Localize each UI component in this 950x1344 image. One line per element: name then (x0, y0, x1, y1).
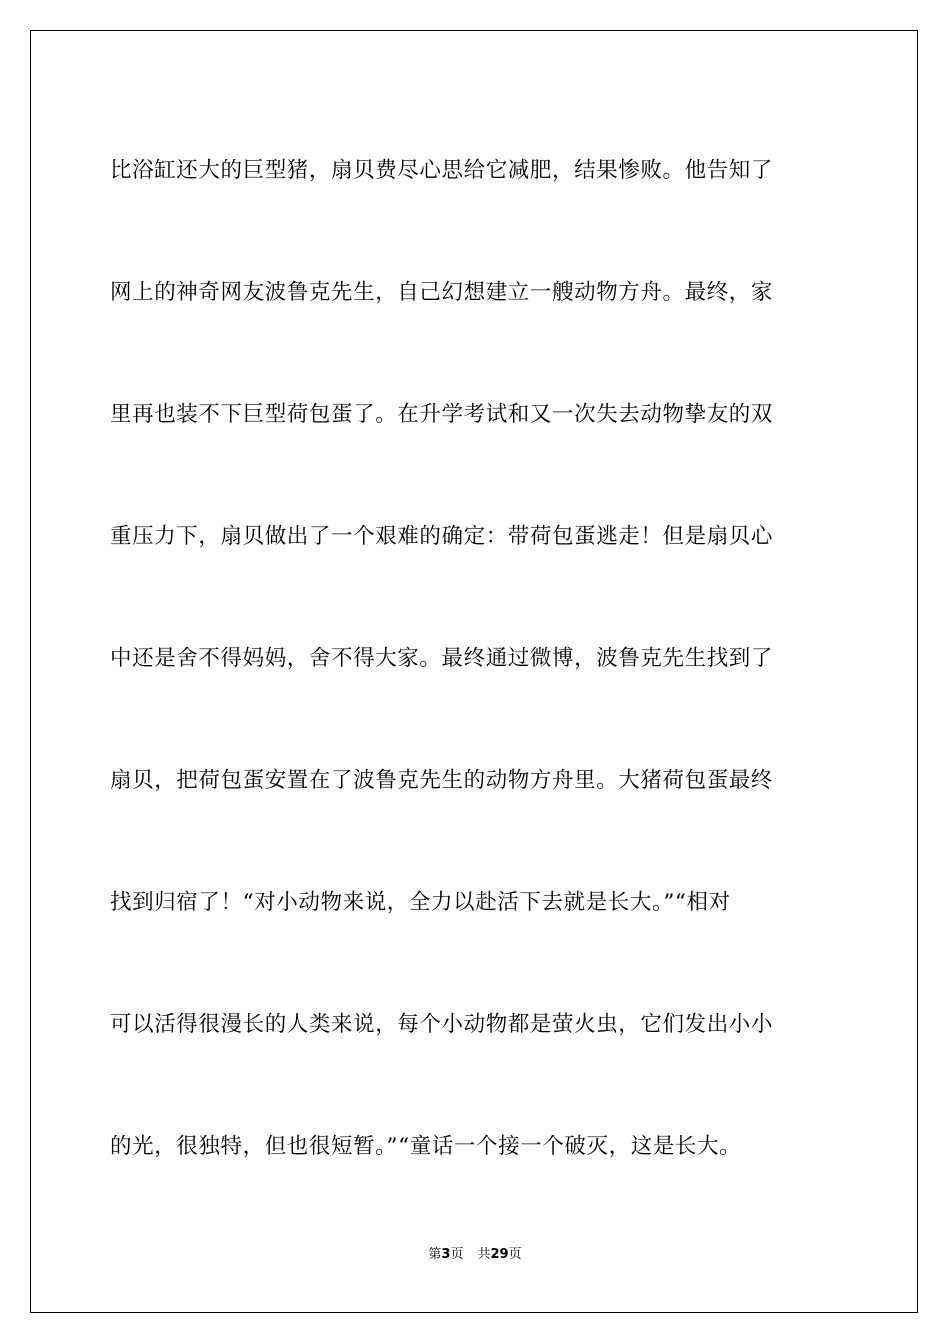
body-line: 找到归宿了！“对小动物来说，全力以赴活下去就是长大。”“相对 (110, 890, 731, 915)
footer-total-number: 29 (490, 1247, 509, 1262)
body-line: 里再也装不下巨型荷包蛋了。在升学考试和又一次失去动物挚友的双 (110, 402, 774, 427)
body-line: 比浴缸还大的巨型猪，扇贝费尽心思给它减肥，结果惨败。他告知了 (110, 158, 774, 183)
body-line: 可以活得很漫长的人类来说，每个小动物都是萤火虫，它们发出小小 (110, 1012, 774, 1037)
page-footer (0, 1243, 950, 1262)
footer-page-suffix: 页 (450, 1247, 464, 1262)
document-body (110, 110, 835, 1208)
footer-page-prefix: 第 (428, 1247, 442, 1262)
footer-page-number: 3 (441, 1247, 451, 1262)
body-line: 扇贝，把荷包蛋安置在了波鲁克先生的动物方舟里。大猪荷包蛋最终 (110, 768, 774, 793)
footer-total-suffix: 页 (508, 1247, 522, 1262)
body-line: 网上的神奇网友波鲁克先生，自己幻想建立一艘动物方舟。最终，家 (110, 280, 774, 305)
body-line: 的光，很独特，但也很短暂。”“童话一个接一个破灭，这是长大。 (110, 1134, 742, 1159)
footer-total-prefix: 共 (477, 1247, 491, 1262)
body-line: 中还是舍不得妈妈，舍不得大家。最终通过微博，波鲁克先生找到了 (110, 646, 774, 671)
body-line: 重压力下，扇贝做出了一个艰难的确定：带荷包蛋逃走！但是扇贝心 (110, 524, 774, 549)
